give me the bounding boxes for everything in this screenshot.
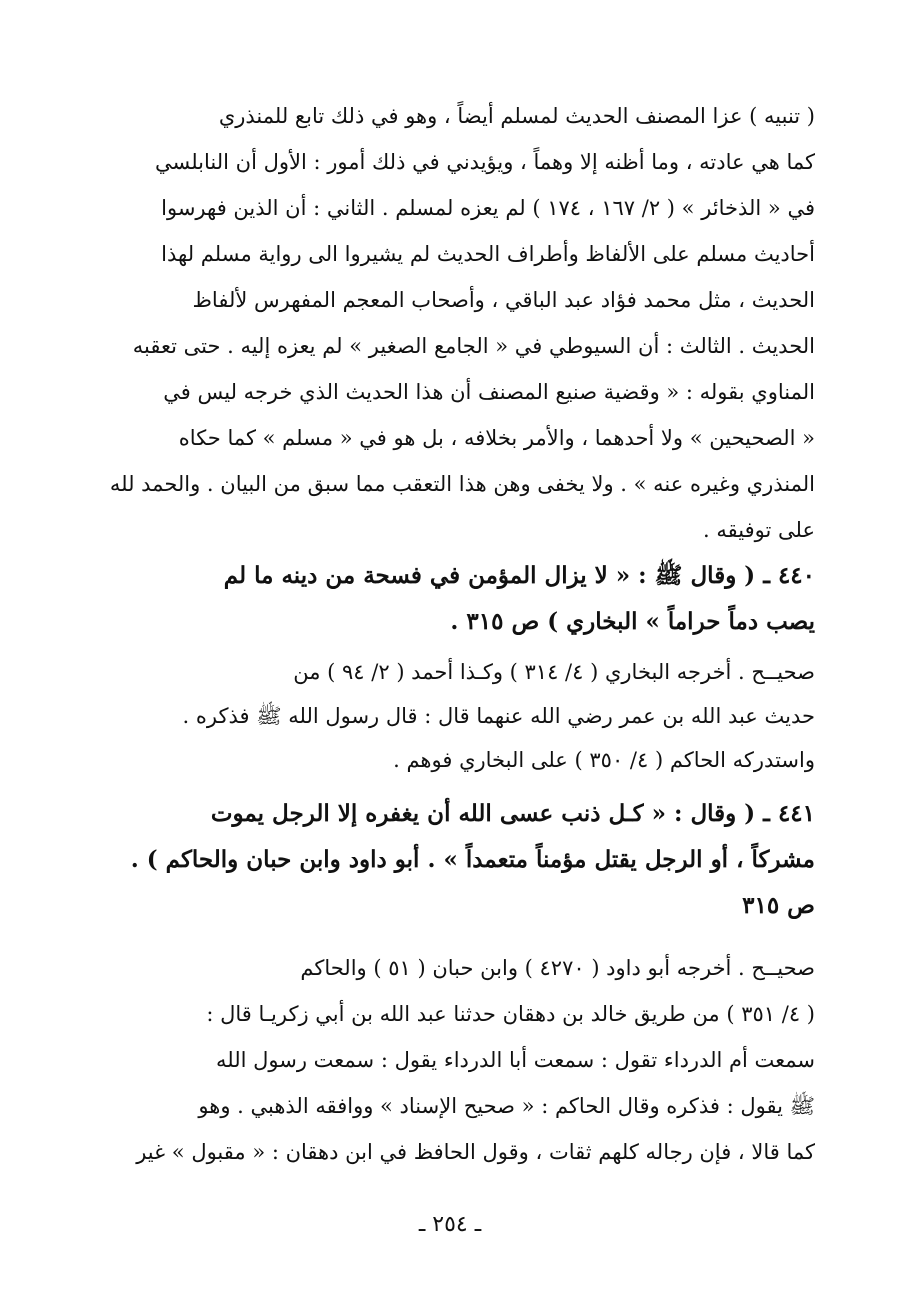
takhrij-441-line: ﷺ يقول : فذكره وقال الحاكم : « صحيح الإسناد » ووافقه الذهبي . وهو [198,1094,815,1118]
page-number: ـ ٢٥٤ ـ [418,1212,482,1237]
text-line: « الصحيحين » ولا أحدهما ، والأمر بخلافه ، بل هو في « مسلم » كما حكاه [178,426,815,450]
text-line: ( تنبيه ) عزا المصنف الحديث لمسلم أيضاً ، وهو في ذلك تابع للمنذري [218,104,815,128]
hadith-440-line: يصب دماً حراماً » البخاري ) ص ٣١٥ . [450,608,815,635]
takhrij-440-line: صحيــح . أخرجه البخاري ( ٤/ ٣١٤ ) وكـذا أحمد ( ٢/ ٩٤ ) من [293,660,815,684]
takhrij-440-line: واستدركه الحاكم ( ٤/ ٣٥٠ ) على البخاري فوهم . [393,748,815,772]
hadith-441-line: ٤٤١ ـ ( وقال : « كـل ذنب عسى الله أن يغفره إلا الرجل يموت [210,800,815,827]
text-line: على توفيقه . [703,518,815,542]
text-line: الحديث . الثالث : أن السيوطي في « الجامع الصغير » لم يعزه إليه . حتى تعقبه [132,334,815,358]
hadith-441-line: ص ٣١٥ [742,892,815,919]
text-line: الحديث ، مثل محمد فؤاد عبد الباقي ، وأصحاب المعجم المفهرس لألفاظ [192,288,815,312]
hadith-441-line: مشركاً ، أو الرجل يقتل مؤمناً متعمداً » . أبو داود وابن حبان والحاكم ) . [130,846,815,873]
takhrij-440-line: حديث عبد الله بن عمر رضي الله عنهما قال : قال رسول الله ﷺ فذكره . [182,704,815,728]
text-line: في « الذخائر » ( ٢/ ١٦٧ ، ١٧٤ ) لم يعزه لمسلم . الثاني : أن الذين فهرسوا [161,196,815,220]
takhrij-441-line: ( ٤/ ٣٥١ ) من طريق خالد بن دهقان حدثنا عبد الله بن أبي زكريـا قال : [206,1002,815,1026]
text-line: أحاديث مسلم على الألفاظ وأطراف الحديث لم يشيروا الى رواية مسلم لهذا [161,242,815,266]
text-line: كما هي عادته ، وما أظنه إلا وهماً ، ويؤيدني في ذلك أمور : الأول أن النابلسي [154,150,815,174]
text-line: المناوي بقوله : « وقضية صنيع المصنف أن هذا الحديث الذي خرجه ليس في [163,380,815,404]
takhrij-441-line: صحيــح . أخرجه أبو داود ( ٤٢٧٠ ) وابن حبان ( ٥١ ) والحاكم [300,956,815,980]
hadith-440-line: ٤٤٠ ـ ( وقال ﷺ : « لا يزال المؤمن في فسحة من دينه ما لم [223,562,815,589]
takhrij-441-line: كما قالا ، فإن رجاله كلهم ثقات ، وقول الحافظ في ابن دهقان : « مقبول » غير [136,1140,815,1164]
takhrij-441-line: سمعت أم الدرداء تقول : سمعت أبا الدرداء يقول : سمعت رسول الله [216,1048,815,1072]
text-line: المنذري وغيره عنه » . ولا يخفى وهن هذا التعقب مما سبق من البيان . والحمد لله [109,472,815,496]
